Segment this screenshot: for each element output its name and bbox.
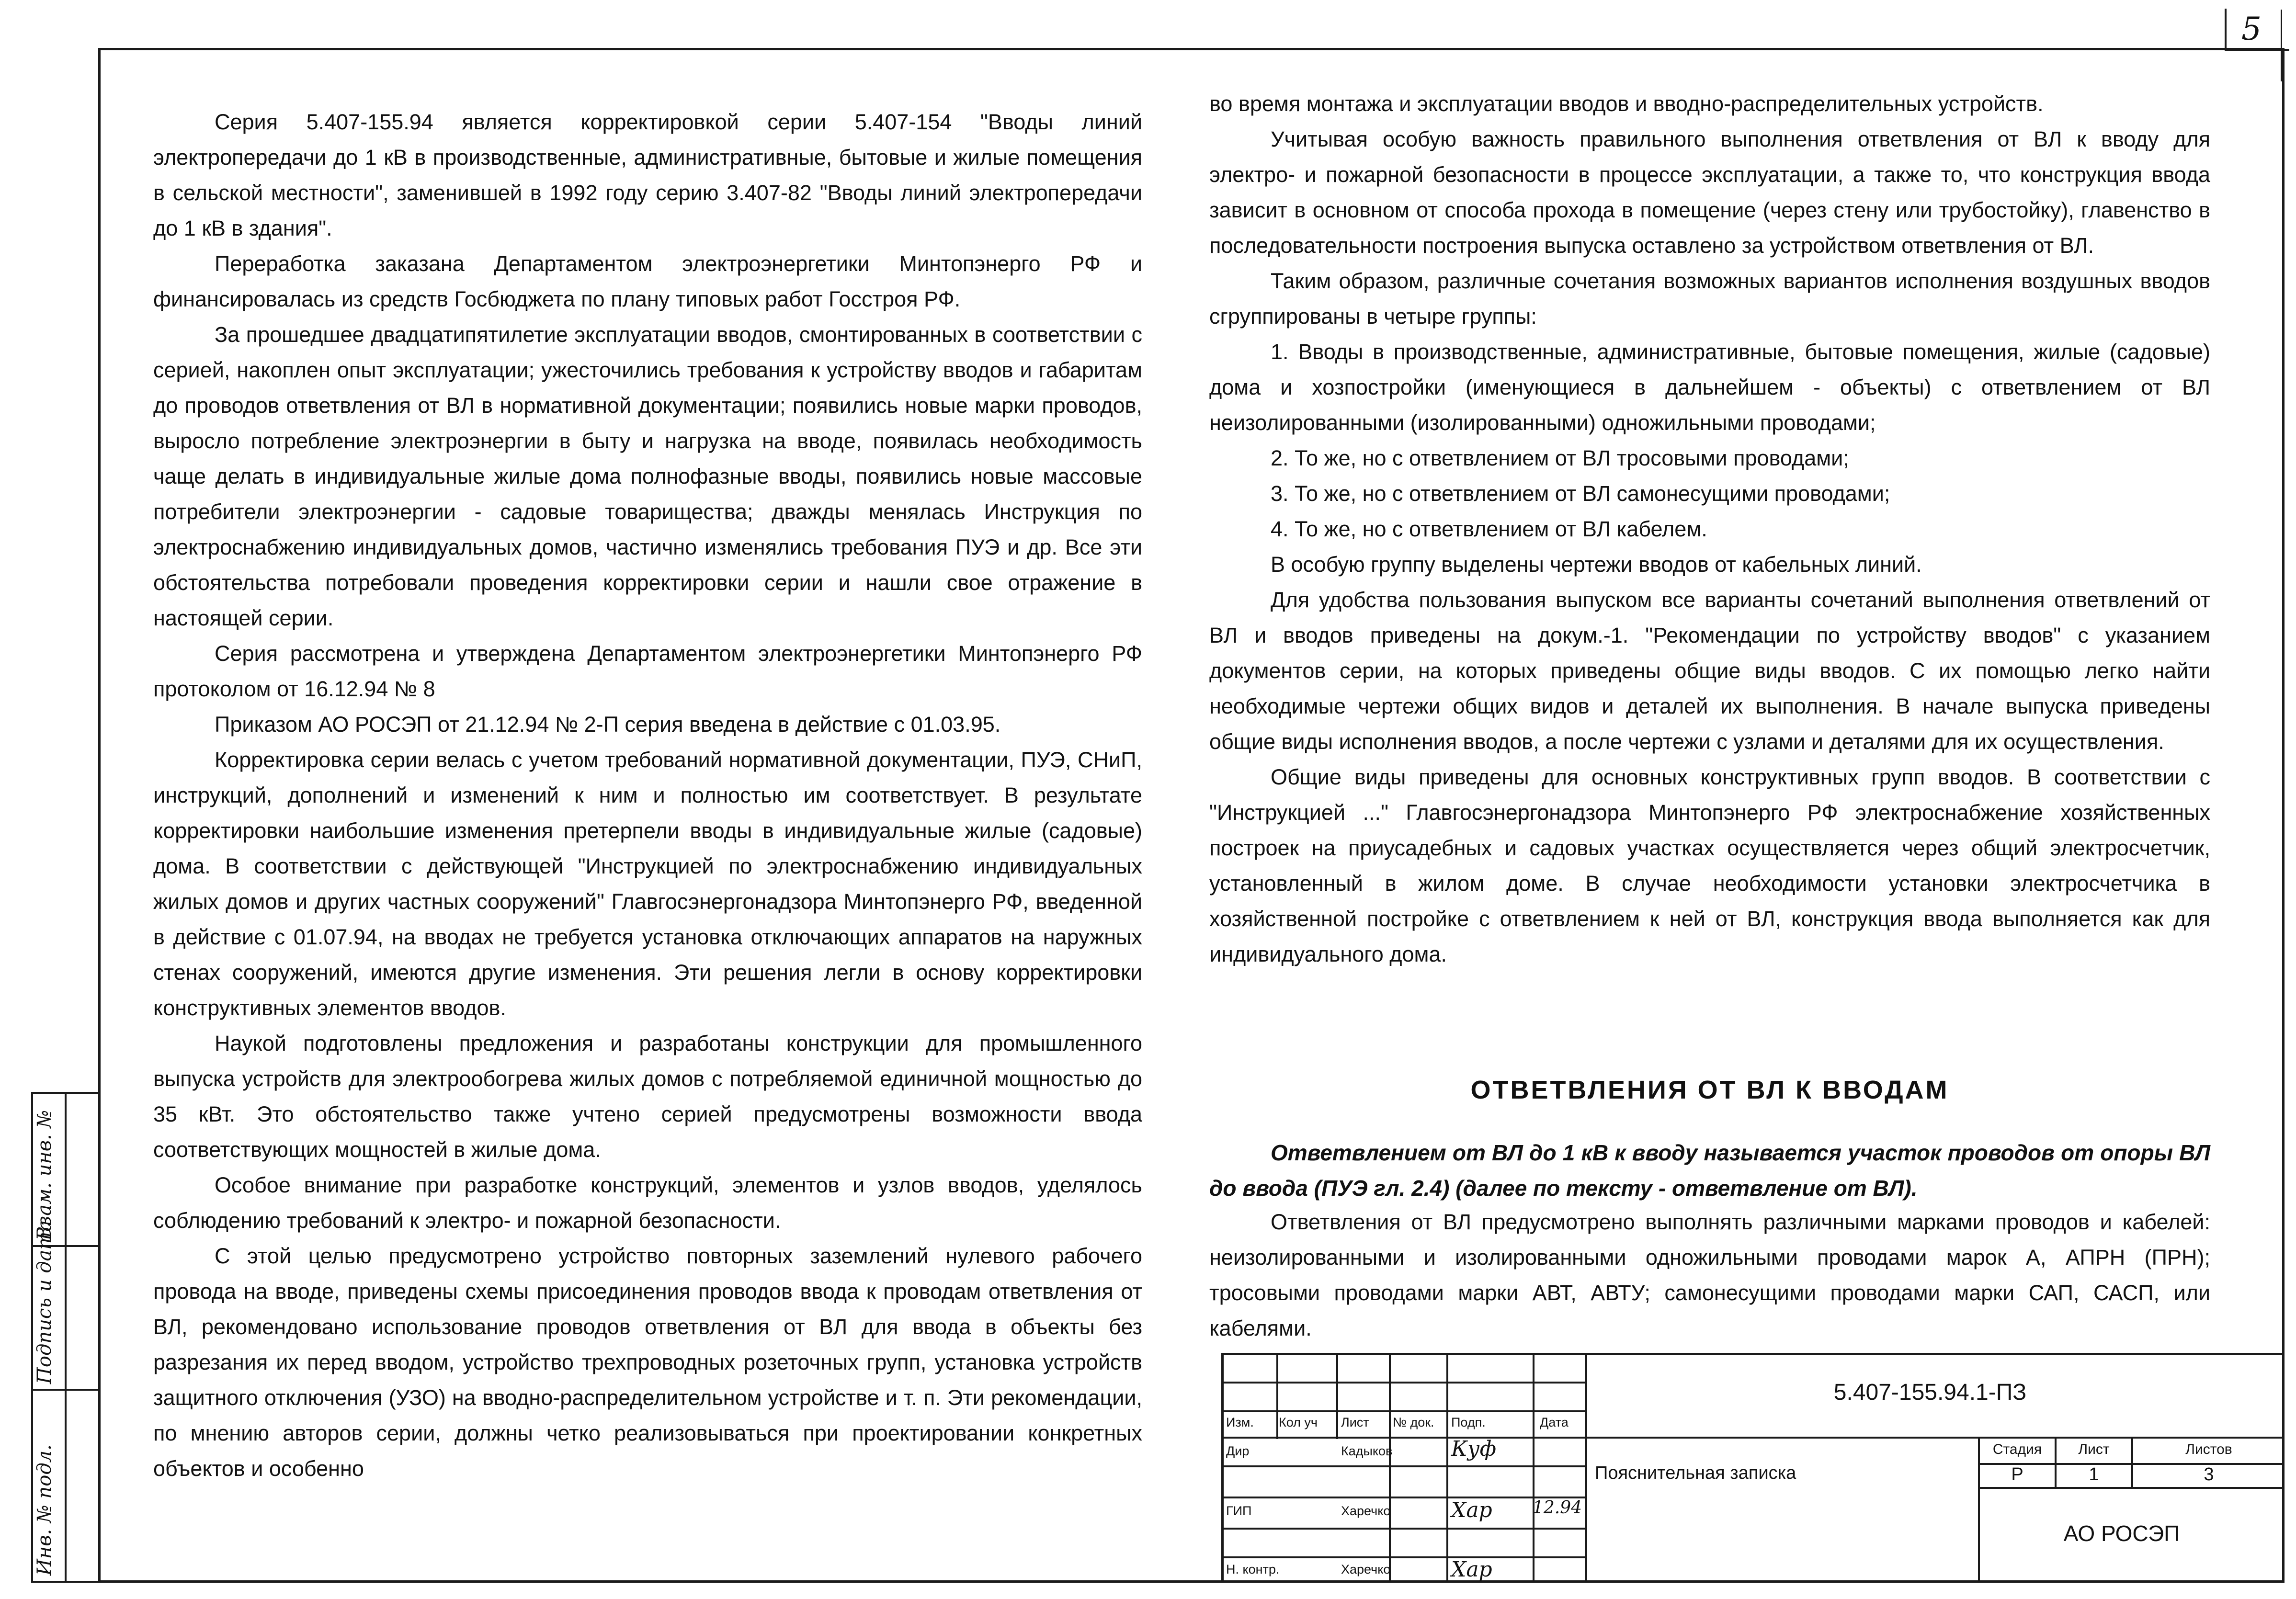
page-number: 5 [2241, 11, 2262, 47]
signature-gip: Хар [1451, 1498, 1492, 1522]
role-gip: ГИП [1226, 1504, 1252, 1518]
header-sign: Подп. [1451, 1415, 1486, 1429]
role-nkontr: Н. контр. [1226, 1562, 1280, 1576]
header-list: Лист [1341, 1415, 1369, 1429]
document-code: 5.407-155.94.1-ПЗ [1833, 1380, 2027, 1405]
list-item: 3. То же, но с ответвлением от ВЛ самонесущими проводами; [1271, 481, 1890, 506]
grid-line [1221, 1556, 1585, 1558]
paragraph: во время монтажа и эксплуатации вводов и вводно-распределительных устройств. [1209, 91, 2044, 116]
paragraph: Серия рассмотрена и утверждена Департаментом электроэнергетики Минтопэнерго РФ протоколом от 16.12.94 № 8 [153, 641, 1142, 701]
name-gip: Харечко [1341, 1504, 1391, 1518]
paragraph: С этой целью предусмотрено устройство повторных заземлений нулевого рабочего провода на вводе, приведены схемы присоединения проводов ввода к проводам ответвления от ВЛ, рекомендовано использование проводов ответвления от ВЛ для ввода в объекты без разрезания их перед вводом, устройство трехпроводных розеточных групп, установка устройств защитного отключения (УЗО) на вводно-распределительном устройстве и т. п. Эти рекомендации, по мнению авторов серии, должны четко реализовываться при проектировании конкретных объектов и особенно [153, 1244, 1142, 1481]
grid-line [1221, 1410, 1585, 1412]
paragraph: Ответвления от ВЛ предусмотрено выполнять различными марками проводов и кабелей: неизолированными и изолированными одножильными проводами марок А, АПРН (ПРН); тросовыми проводами марки АВТ, АВТУ; самонесущими проводами марки САП, САСП, или кабелями. [1209, 1210, 2210, 1340]
stage-value: Р [2011, 1464, 2023, 1485]
date-gip: 12.94 [1533, 1498, 1582, 1518]
signature-dir: Куф [1451, 1437, 1497, 1461]
document-title: Пояснительная записка [1595, 1463, 1796, 1483]
definition-text: Ответвлением от ВЛ до 1 кВ к вводу называется участок проводов от опоры ВЛ до ввода (ПУЭ гл. 2.4) (далее по тексту - ответвление от ВЛ). [1209, 1140, 2210, 1201]
header-date: Дата [1540, 1415, 1569, 1429]
grid-line [1336, 1353, 1338, 1439]
name-nkontr: Харечко [1341, 1562, 1391, 1576]
corner-ticks [2281, 10, 2292, 81]
paragraph: Серия 5.407-155.94 является корректировкой серии 5.407-154 "Вводы линий электропередачи до 1 кВ в производственные, административные, бытовые и жилые помещения в сельской местности", заменившей в 1992 году серию 3.407-82 "Вводы линий электропередачи до 1 кВ в здания". [153, 110, 1142, 240]
grid-line [1221, 1528, 1585, 1530]
stage-header: Стадия [1992, 1441, 2042, 1457]
paragraph: Таким образом, различные сочетания возможных вариантов исполнения воздушных вводов сгруппированы в четыре группы: [1209, 269, 2210, 329]
paragraph: Учитывая особую важность правильного выполнения ответвления от ВЛ к вводу для электро- и пожарной безопасности в процессе эксплуатации, а также то, что конструкция ввода зависит в основном от способа прохода в помещение (через стену или трубостойку), главенство в последовательности построения выпуска оставлено за устройством ответвления от ВЛ. [1209, 127, 2210, 258]
paragraph: Для удобства пользования выпуском все варианты сочетаний выполнения ответвлений от ВЛ и вводов приведены на докум.-1. "Рекомендации по устройству вводов" с указанием документов серии, на которых приведены общие виды вводов. С их помощью легко найти необходимые чертежи общих видов и деталей их выполнения. В начале выпуска приведены общие виды исполнения вводов, а после чертежи с узлами и деталями для их осуществления. [1209, 588, 2210, 754]
grid-line [1221, 1437, 2285, 1439]
grid-line [1221, 1382, 1585, 1384]
header-kol: Кол уч [1279, 1415, 1318, 1429]
section-body [1209, 1204, 2210, 1346]
right-column [1209, 86, 2210, 972]
list-item: 1. Вводы в производственные, административные, бытовые помещения, жилые (садовые) дома и хозпостройки (именующиеся в дальнейшем - объекты) с ответвлением от ВЛ неизолированными (изолированными) одножильными проводами; [1209, 340, 2210, 435]
sheets-value: 3 [2204, 1464, 2214, 1485]
grid-line [1221, 1497, 1585, 1498]
sheet-header: Лист [2078, 1441, 2110, 1457]
grid-line [1978, 1487, 2285, 1489]
paragraph: Особое внимание при разработке конструкций, элементов и узлов вводов, уделялось соблюдению требований к электро- и пожарной безопасности. [153, 1173, 1142, 1233]
grid-line [1276, 1353, 1278, 1439]
grid-line [1446, 1353, 1448, 1583]
left-column [153, 104, 1142, 1486]
grid-line [1533, 1353, 1534, 1583]
organization: АО РОСЭП [2063, 1521, 2180, 1546]
paragraph: Наукой подготовлены предложения и разработаны конструкции для промышленного выпуска устройств для электрообогрева жилых домов с потребляемой единичной мощностью до 35 кВт. Это обстоятельство также учтено серией предусмотрены возможности ввода соответствующих мощностей в жилые дома. [153, 1031, 1142, 1162]
name-dir: Кадыков [1341, 1444, 1393, 1458]
side-strip-separator [31, 1389, 98, 1391]
header-izm: Изм. [1226, 1415, 1254, 1429]
grid-line [1221, 1465, 1585, 1467]
paragraph: Корректировка серии велась с учетом требований нормативной документации, ПУЭ, СНиП, инструкций, дополнений и изменений к ним и полностью им соответствует. В результате корректировки наибольшие изменения претерпели вводы в индивидуальные жилые (садовые) дома. В соответствии с действующей "Инструкцией по электроснабжению индивидуальных жилых домов и других частных сооружений" Главгосэнергонадзора Минтопэнерго РФ, введенной в действие с 01.07.94, на вводах не требуется установка отключающих аппаратов на наружных стенах сооружений, имеются другие изменения. Эти решения легли в основу корректировки конструктивных элементов вводов. [153, 748, 1142, 1020]
sheet-value: 1 [2089, 1464, 2099, 1485]
grid-line [1585, 1353, 1587, 1583]
paragraph: В особую группу выделены чертежи вводов от кабельных линий. [1271, 552, 1922, 577]
role-dir: Дир [1226, 1444, 1250, 1458]
paragraph: За прошедшее двадцатипятилетие эксплуатации вводов, смонтированных в соответствии с серией, накоплен опыт эксплуатации; ужесточились требования к устройству вводов и габаритам до проводов ответвления от ВЛ в нормативной документации; появились новые марки проводов, выросло потребление электроэнергии в быту и нагрузка на вводе, появилась необходимость чаще делать в индивидуальные жилые дома полнофазные вводы, появились новые массовые потребители электроэнергии - садовые товарищества; дважды менялась Инструкция по электроснабжению индивидуальных домов, частично изменялись требования ПУЭ и др. Все эти обстоятельства потребовали проведения корректировки серии и нашли свое отражение в настоящей серии. [153, 322, 1142, 630]
header-doc: № док. [1393, 1415, 1434, 1429]
list-item: 4. То же, но с ответвлением от ВЛ кабелем. [1271, 517, 1707, 541]
section-heading: ОТВЕТВЛЕНИЯ ОТ ВЛ К ВВОДАМ [1470, 1076, 1949, 1104]
sheets-header: Листов [2185, 1441, 2232, 1457]
list-item: 2. То же, но с ответвлением от ВЛ тросовыми проводами; [1271, 446, 1849, 470]
paragraph: Переработка заказана Департаментом электроэнергетики Минтопэнерго РФ и финансировалась из средств Госбюджета по плану типовых работ Госстроя РФ. [153, 251, 1142, 311]
signature-nkontr: Хар [1451, 1557, 1492, 1582]
grid-line [1978, 1437, 1980, 1583]
grid-line [1389, 1353, 1391, 1583]
paragraph: Общие виды приведены для основных конструктивных групп вводов. В соответствии с "Инструкцией ..." Главгосэнергонадзора Минтопэнерго РФ электроснабжение хозяйственных построек на приусадебных и садовых участках осуществляется через общий электросчетчик, установленный в жилом доме. В случае необходимости установки электросчетчика в хозяйственной постройке с ответвлением к ней от ВЛ, конструкция ввода выполняется как для индивидуального дома. [1209, 765, 2210, 966]
paragraph: Приказом АО РОСЭП от 21.12.94 № 2-П серия введена в действие с 01.03.95. [215, 712, 1001, 737]
strip-label-replace: Взам. инв. № [34, 1110, 56, 1240]
strip-label-sign: Подпись и дата [34, 1220, 56, 1384]
strip-label-inv: Инв. № подл. [34, 1444, 56, 1576]
side-strip-divider [65, 1092, 67, 1583]
